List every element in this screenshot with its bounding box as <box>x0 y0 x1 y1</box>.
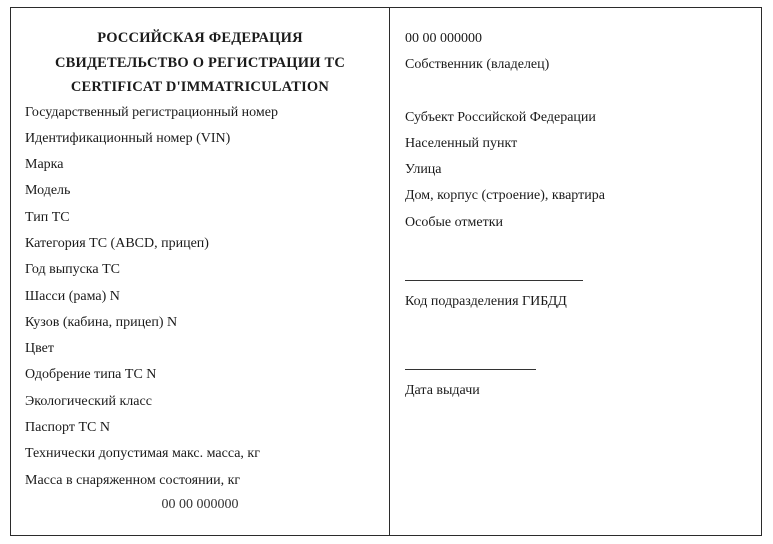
field-color: Цвет <box>25 341 54 357</box>
field-body: Кузов (кабина, прицеп) N <box>25 314 178 330</box>
gibdd-blank <box>405 315 761 341</box>
field-special-notes: Особые отметки <box>405 214 503 230</box>
owner-blank <box>405 79 761 105</box>
serial-number-back: 00 00 000000 <box>405 31 482 46</box>
field-category: Категория ТС (ABCD, прицеп) <box>25 235 209 251</box>
field-locality: Населенный пункт <box>405 135 518 151</box>
notes-blank <box>405 236 761 262</box>
signature-line-2 <box>405 355 536 370</box>
field-year: Год выпуска ТС <box>25 262 120 278</box>
field-chassis: Шасси (рама) N <box>25 288 120 304</box>
vehicle-fields <box>25 100 389 494</box>
field-eco-class: Экологический класс <box>25 393 152 409</box>
field-vin: Идентификационный номер (VIN) <box>25 130 231 146</box>
field-street: Улица <box>405 162 442 178</box>
registration-certificate <box>10 7 762 536</box>
field-reg-number: Государственный регистрационный номер <box>25 104 278 120</box>
serial-number-front: 00 00 000000 <box>161 497 239 512</box>
certificate-front-side <box>11 8 390 535</box>
field-make: Марка <box>25 157 64 173</box>
field-type-approval: Одобрение типа ТС N <box>25 367 157 383</box>
certificate-back-side <box>390 8 761 535</box>
field-region: Субъект Российской Федерации <box>405 109 596 125</box>
field-vehicle-type: Тип ТС <box>25 209 70 225</box>
field-owner: Собственник (владелец) <box>405 57 550 73</box>
signature-line-1 <box>405 266 583 281</box>
field-house: Дом, корпус (строение), квартира <box>405 188 605 204</box>
field-gibdd-code: Код подразделения ГИБДД <box>405 294 567 310</box>
field-passport: Паспорт ТС N <box>25 420 110 436</box>
field-max-mass: Технически допустимая макс. масса, кг <box>25 446 260 462</box>
field-issue-date: Дата выдачи <box>405 383 480 399</box>
header-country: РОССИЙСКАЯ ФЕДЕРАЦИЯ <box>97 30 303 46</box>
field-curb-mass: Масса в снаряженном состоянии, кг <box>25 472 241 488</box>
field-model: Модель <box>25 183 71 199</box>
header-title-ru: СВИДЕТЕЛЬСТВО О РЕГИСТРАЦИИ ТС <box>54 54 346 71</box>
header-title-fr: CERTIFICAT D'IMMATRICULATION <box>70 79 330 95</box>
